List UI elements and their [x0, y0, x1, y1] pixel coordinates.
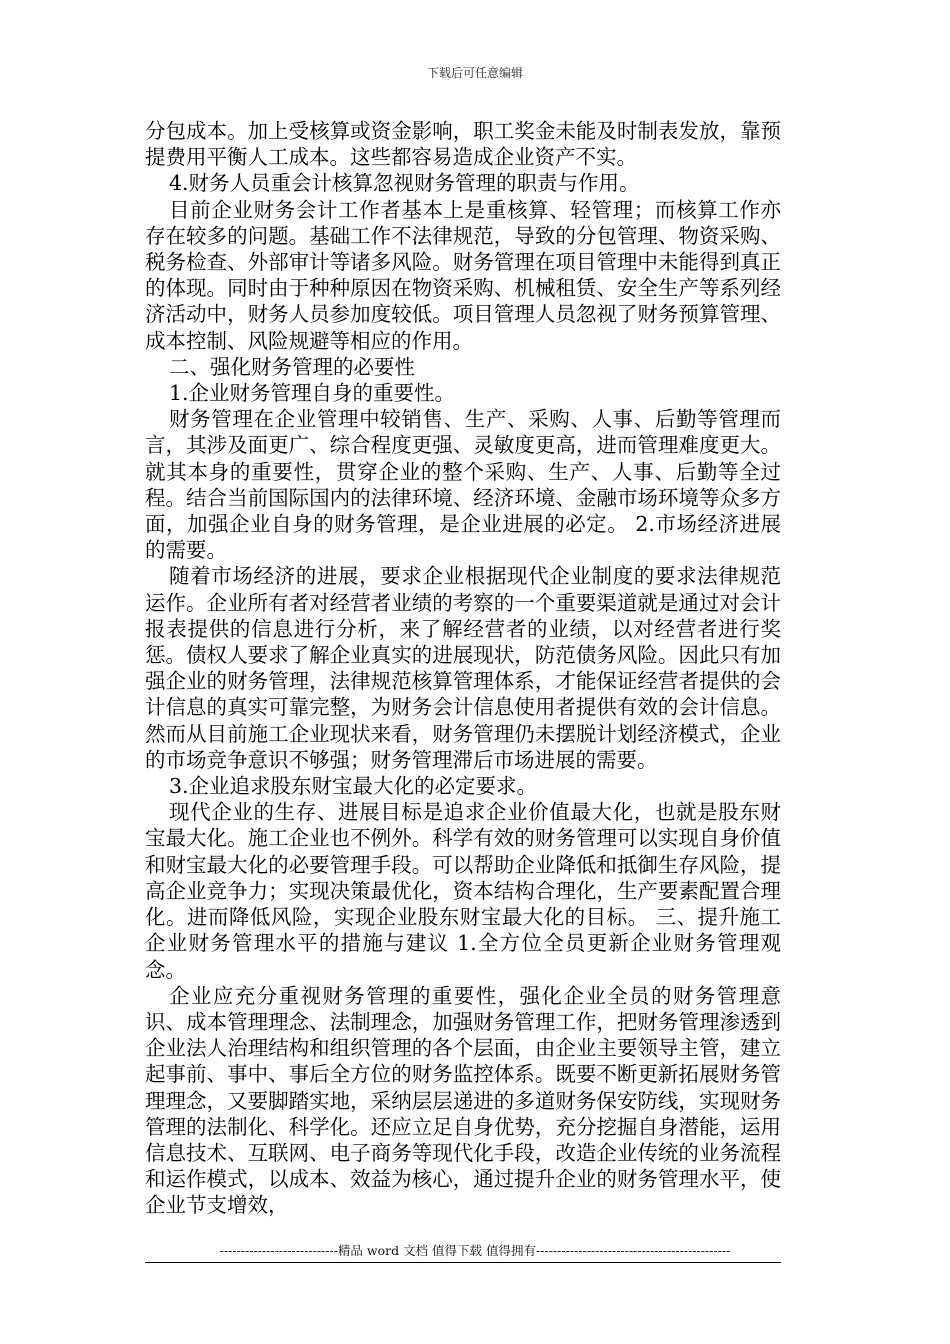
paragraph: 目前企业财务会计工作者基本上是重核算、轻管理；而核算工作亦存在较多的问题。基础工作不法律规范，导致的分包管理、物资采购、税务检查、外部审计等诸多风险。财务管理在项目管理中未能得到真正的体现。同时由于种种原因在物资采购、机械租赁、安全生产等系列经济活动中，财务人员参加度较低。项目管理人员忽视了财务预算管理、成本控制、风险规避等相应的作用。 [145, 197, 781, 353]
footer-divider [145, 1262, 781, 1263]
paragraph: 分包成本。加上受核算或资金影响，职工奖金未能及时制表发放，靠预提费用平衡人工成本。这些都容易造成企业资产不实。 [145, 119, 781, 170]
section-heading: 二、强化财务管理的必要性 [169, 354, 415, 379]
document-body [145, 118, 781, 1219]
paragraph: 企业应充分重视财务管理的重要性，强化企业全员的财务管理意识、成本管理理念、法制理念，加强财务管理工作，把财务管理渗透到企业法人治理结构和组织管理的各个层面，由企业主要领导主管，建立起事前、事中、事后全方位的财务监控体系。既要不断更新拓展财务管理理念，又要脚踏实地，采纳层层递进的多道财务保安防线，实现财务管理的法制化、科学化。还应立足自身优势，充分挖掘自身潜能，运用信息技术、互联网、电子商务等现代化手段，改造企业传统的业务流程和运作模式，以成本、效益为核心，通过提升企业的财务管理水平，使企业节支增效， [145, 983, 781, 1218]
section-heading: 3.企业追求股东财宝最大化的必定要求。 [169, 774, 538, 799]
section-heading: 4.财务人员重会计核算忽视财务管理的职责与作用。 [169, 171, 640, 196]
paragraph: 随着市场经济的进展，要求企业根据现代企业制度的要求法律规范运作。企业所有者对经营者业绩的考察的一个重要渠道就是通过对会计报表提供的信息进行分析，来了解经营者的业绩，以对经营者进行奖惩。债权人要求了解企业真实的进展现状，防范债务风险。因此只有加强企业的财务管理，法律规范核算管理体系，才能保证经营者提供的会计信息的真实可靠完整，为财务会计信息使用者提供有效的会计信息。然而从目前施工企业现状来看，财务管理仍未摆脱计划经济模式，企业的市场竞争意识不够强；财务管理滞后市场进展的需要。 [145, 564, 781, 772]
page-header-note: 下载后可任意编辑 [426, 66, 523, 80]
paragraph: 财务管理在企业管理中较销售、生产、采购、人事、后勤等管理而言，其涉及面更广、综合程度更强、灵敏度更高，进而管理难度更大。就其本身的重要性，贯穿企业的整个采购、生产、人事、后勤等全过程。结合当前国际国内的法律环境、经济环境、金融市场环境等众多方面，加强企业自身的财务管理，是企业进展的必定。 2.市场经济进展的需要。 [145, 407, 781, 563]
paragraph: 现代企业的生存、进展目标是追求企业价值最大化，也就是股东财宝最大化。施工企业也不例外。科学有效的财务管理可以实现自身价值和财宝最大化的必要管理手段。可以帮助企业降低和抵御生存风险，提高企业竞争力；实现决策最优化，资本结构合理化，生产要素配置合理化。进而降低风险，实现企业股东财宝最大化的目标。 三、提升施工企业财务管理水平的措施与建议 1.全方位全员更新企业财务管理观念。 [145, 800, 781, 982]
section-heading: 1.企业财务管理自身的重要性。 [169, 381, 456, 406]
page-footer-note: ----------------------------精品 word 文档 值得下载 值得拥有---------------------------------------------- [219, 1243, 731, 1258]
